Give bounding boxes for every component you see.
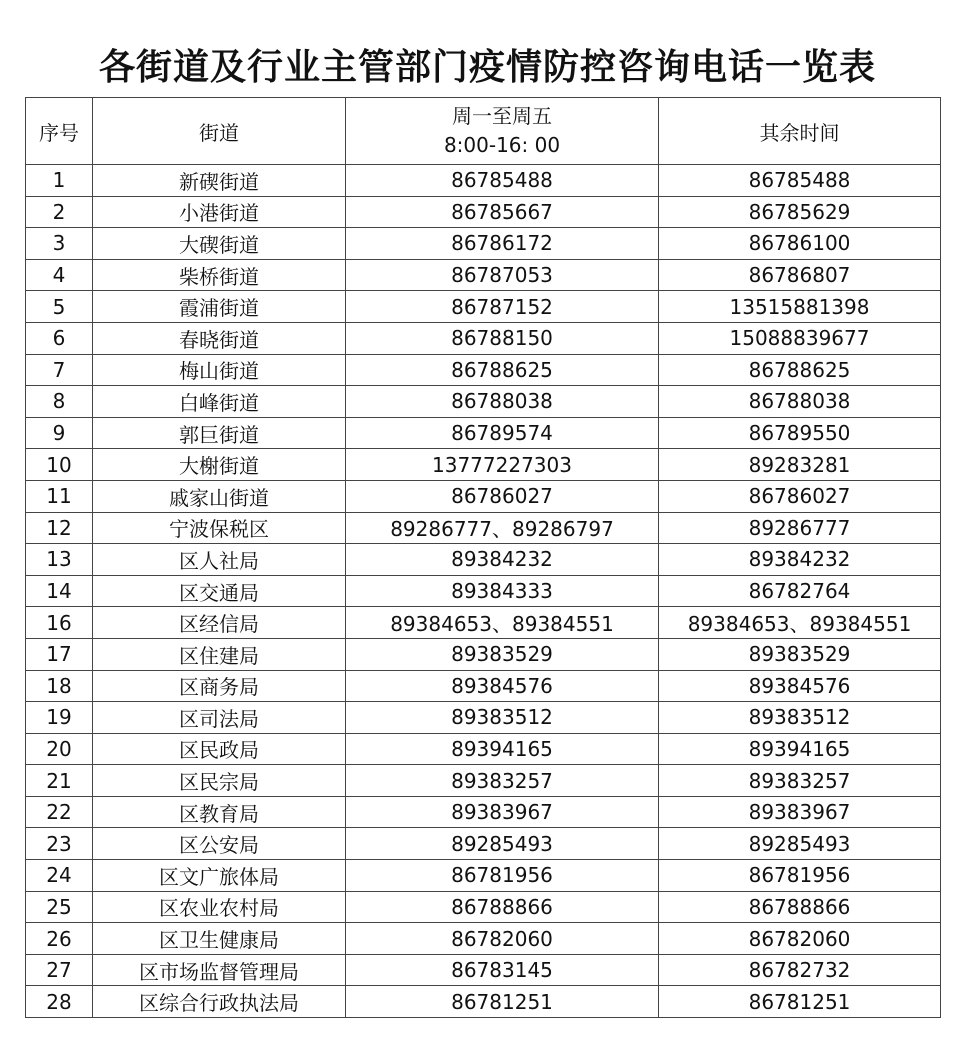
row-weekday-phone: 89384333: [346, 575, 659, 607]
row-index: 11: [26, 480, 93, 512]
row-name: 区民宗局: [93, 765, 346, 797]
row-name: 区交通局: [93, 575, 346, 607]
row-name: 大榭街道: [93, 449, 346, 481]
row-weekday-phone: 86788625: [346, 354, 659, 386]
row-other-phone: 89286777: [659, 512, 941, 544]
table-row: [26, 670, 941, 702]
row-name: 区综合行政执法局: [93, 986, 346, 1018]
table-row: [26, 449, 941, 481]
header-index: 序号: [26, 98, 93, 165]
table-row: [26, 986, 941, 1018]
row-weekday-phone: 89286777、89286797: [346, 512, 659, 544]
table-row: [26, 291, 941, 323]
row-index: 17: [26, 638, 93, 670]
row-other-phone: 15088839677: [659, 322, 941, 354]
row-index: 25: [26, 891, 93, 923]
row-name: 区公安局: [93, 828, 346, 860]
row-index: 20: [26, 733, 93, 765]
row-weekday-phone: 86788150: [346, 322, 659, 354]
table-row: [26, 322, 941, 354]
row-index: 18: [26, 670, 93, 702]
table-row: [26, 165, 941, 197]
row-other-phone: 86782764: [659, 575, 941, 607]
row-index: 12: [26, 512, 93, 544]
row-weekday-phone: 89383257: [346, 765, 659, 797]
table-row: [26, 796, 941, 828]
table-row: [26, 733, 941, 765]
row-weekday-phone: 86781251: [346, 986, 659, 1018]
row-name: 区住建局: [93, 638, 346, 670]
table-row: [26, 512, 941, 544]
table-row: [26, 828, 941, 860]
table-row: [26, 386, 941, 418]
row-other-phone: 89285493: [659, 828, 941, 860]
row-weekday-phone: 89383529: [346, 638, 659, 670]
row-name: 白峰街道: [93, 386, 346, 418]
row-weekday-phone: 89383967: [346, 796, 659, 828]
table-row: [26, 544, 941, 576]
row-other-phone: 89383257: [659, 765, 941, 797]
row-other-phone: 89383967: [659, 796, 941, 828]
header-weekday-hours: [346, 98, 659, 165]
row-other-phone: 89394165: [659, 733, 941, 765]
row-index: 21: [26, 765, 93, 797]
row-name: 郭巨街道: [93, 417, 346, 449]
row-name: 柴桥街道: [93, 259, 346, 291]
row-weekday-phone: 86786027: [346, 480, 659, 512]
row-name: 区农业农村局: [93, 891, 346, 923]
row-weekday-phone: 86787152: [346, 291, 659, 323]
row-index: 26: [26, 923, 93, 955]
row-index: 27: [26, 954, 93, 986]
table-row: [26, 196, 941, 228]
row-weekday-phone: 89394165: [346, 733, 659, 765]
row-index: 1: [26, 165, 93, 197]
row-other-phone: 89384232: [659, 544, 941, 576]
header-weekday-time: 8:00-16: 00: [443, 133, 561, 157]
table-body: [26, 98, 941, 1018]
row-name: 区经信局: [93, 607, 346, 639]
row-weekday-phone: 86789574: [346, 417, 659, 449]
table-row: [26, 765, 941, 797]
row-index: 24: [26, 860, 93, 892]
row-index: 16: [26, 607, 93, 639]
row-index: 6: [26, 322, 93, 354]
row-name: 春晓街道: [93, 322, 346, 354]
row-index: 5: [26, 291, 93, 323]
row-weekday-phone: 86788866: [346, 891, 659, 923]
row-weekday-phone: 86786172: [346, 228, 659, 260]
row-name: 区司法局: [93, 702, 346, 734]
row-other-phone: 89383512: [659, 702, 941, 734]
row-other-phone: 86786807: [659, 259, 941, 291]
row-other-phone: 86782060: [659, 923, 941, 955]
table-row: [26, 417, 941, 449]
row-weekday-phone: 86785488: [346, 165, 659, 197]
row-name: 区市场监督管理局: [93, 954, 346, 986]
row-index: 23: [26, 828, 93, 860]
table-row: [26, 923, 941, 955]
table-row: [26, 354, 941, 386]
row-other-phone: 89384653、89384551: [659, 607, 941, 639]
row-weekday-phone: 89384232: [346, 544, 659, 576]
row-weekday-phone: 89383512: [346, 702, 659, 734]
phone-directory-table: [25, 97, 941, 1018]
table-row: [26, 891, 941, 923]
row-other-phone: 13515881398: [659, 291, 941, 323]
row-index: 22: [26, 796, 93, 828]
row-other-phone: 86785488: [659, 165, 941, 197]
row-other-phone: 86781251: [659, 986, 941, 1018]
table-row: [26, 228, 941, 260]
row-name: 新碶街道: [93, 165, 346, 197]
table-row: [26, 575, 941, 607]
row-name: 大碶街道: [93, 228, 346, 260]
row-weekday-phone: 86788038: [346, 386, 659, 418]
row-index: 9: [26, 417, 93, 449]
header-street: 街道: [93, 98, 346, 165]
row-name: 区文广旅体局: [93, 860, 346, 892]
row-other-phone: 86788038: [659, 386, 941, 418]
row-index: 14: [26, 575, 93, 607]
row-name: 区民政局: [93, 733, 346, 765]
row-other-phone: 86781956: [659, 860, 941, 892]
row-index: 13: [26, 544, 93, 576]
row-index: 19: [26, 702, 93, 734]
row-name: 区教育局: [93, 796, 346, 828]
table-row: [26, 259, 941, 291]
row-other-phone: 86789550: [659, 417, 941, 449]
row-weekday-phone: 86785667: [346, 196, 659, 228]
table-row: [26, 480, 941, 512]
row-name: 戚家山街道: [93, 480, 346, 512]
row-weekday-phone: 86782060: [346, 923, 659, 955]
table-row: [26, 702, 941, 734]
row-other-phone: 86788866: [659, 891, 941, 923]
row-weekday-phone: 89285493: [346, 828, 659, 860]
row-index: 8: [26, 386, 93, 418]
header-weekday-days: 周一至周五: [452, 104, 552, 128]
row-other-phone: 86782732: [659, 954, 941, 986]
row-other-phone: 86788625: [659, 354, 941, 386]
row-index: 28: [26, 986, 93, 1018]
row-index: 3: [26, 228, 93, 260]
row-weekday-phone: 86787053: [346, 259, 659, 291]
row-other-phone: 86786027: [659, 480, 941, 512]
row-weekday-phone: 89384576: [346, 670, 659, 702]
row-name: 梅山街道: [93, 354, 346, 386]
row-other-phone: 86786100: [659, 228, 941, 260]
row-other-phone: 89283281: [659, 449, 941, 481]
row-other-phone: 89384576: [659, 670, 941, 702]
row-weekday-phone: 86781956: [346, 860, 659, 892]
table-header-row: [26, 98, 941, 165]
row-other-phone: 89383529: [659, 638, 941, 670]
row-index: 10: [26, 449, 93, 481]
row-index: 7: [26, 354, 93, 386]
row-weekday-phone: 89384653、89384551: [346, 607, 659, 639]
row-name: 宁波保税区: [93, 512, 346, 544]
row-index: 4: [26, 259, 93, 291]
document-title: 各街道及行业主管部门疫情防控咨询电话一览表: [98, 47, 876, 88]
row-name: 小港街道: [93, 196, 346, 228]
row-other-phone: 86785629: [659, 196, 941, 228]
row-index: 2: [26, 196, 93, 228]
row-name: 区商务局: [93, 670, 346, 702]
row-name: 区人社局: [93, 544, 346, 576]
row-name: 区卫生健康局: [93, 923, 346, 955]
table-row: [26, 954, 941, 986]
row-name: 霞浦街道: [93, 291, 346, 323]
header-other-time: 其余时间: [659, 98, 941, 165]
row-weekday-phone: 86783145: [346, 954, 659, 986]
row-weekday-phone: 13777227303: [346, 449, 659, 481]
table-row: [26, 607, 941, 639]
table-row: [26, 860, 941, 892]
table-row: [26, 638, 941, 670]
